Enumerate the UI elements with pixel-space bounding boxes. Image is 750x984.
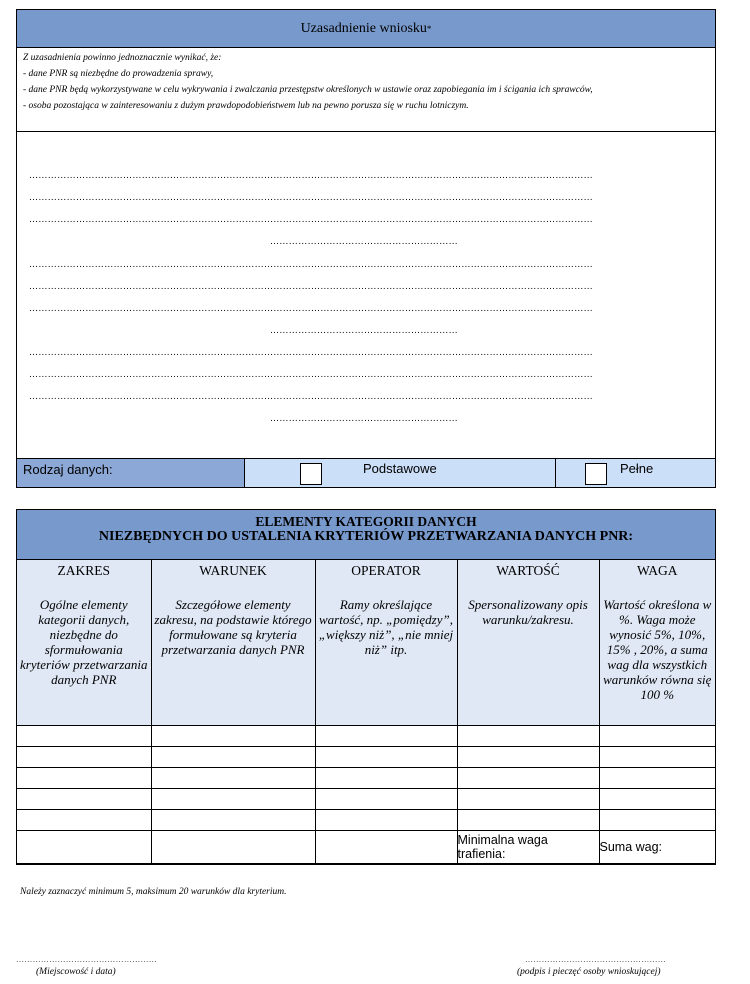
justification-text-area[interactable] [17,132,715,459]
dotted-line: ……………………………………………………………………………………………………………………………………………………………… [29,192,593,202]
table-cell[interactable] [17,768,151,789]
table-row [17,810,715,831]
instruction-line: - dane PNR będą wykorzystywane w celu wykrywania i zwalczania przestępstw określonych w ustawie oraz zapobiegania im i ścigania ich sprawców, [23,85,593,95]
data-type-row [17,459,715,487]
table-cell[interactable] [599,810,715,831]
table-cell[interactable] [17,726,151,747]
summary-row [17,831,715,864]
instruction-line: - dane PNR są niezbędne do prowadzenia sprawy, [23,69,214,79]
dotted-line: ……………………………………………………………………………………………………………………………………………………………… [29,259,593,269]
dotted-line: ……………………………………………………………………………………………………………………………………………………………… [29,369,593,379]
table-cell[interactable] [151,726,315,747]
table-cell[interactable] [599,789,715,810]
data-type-basic-option [245,459,556,487]
column-description: Wartość określona w %. Waga może wynosić 5%, 10%, 15% , 20%, a suma wag dla wszystkich warunków równa się 100 % [603,597,712,702]
data-type-label: Rodzaj danych: [17,459,245,487]
criteria-table [17,560,715,864]
column-header-operator [315,560,457,726]
signature-label: (podpis i pieczęć osoby wnioskującej) [517,967,661,977]
criteria-section [16,509,716,865]
footer-note: Należy zaznaczyć minimum 5, maksimum 20 warunków dla kryterium. [20,887,287,897]
data-type-full-option [556,459,715,487]
column-header-warunek [151,560,315,726]
basic-option-label: Podstawowe [363,461,437,476]
table-cell[interactable] [315,768,457,789]
column-title: WARUNEK [199,563,267,578]
table-cell[interactable] [315,747,457,768]
column-header-wartosc [457,560,599,726]
table-cell[interactable] [457,789,599,810]
min-weight-label: Minimalna waga trafienia: [457,833,548,861]
place-date-line: …………………………………………… [16,955,158,964]
place-date-label: (Miejscowość i data) [36,967,116,977]
dotted-line: ……………………………………………………………………………………………………………………………………………………………… [29,214,593,224]
dotted-line: …………………………………………………… [270,325,458,335]
table-cell[interactable] [151,831,315,864]
table-cell[interactable] [17,831,151,864]
table-row [17,768,715,789]
dotted-line: ……………………………………………………………………………………………………………………………………………………………… [29,391,593,401]
dotted-line: ……………………………………………………………………………………………………………………………………………………………… [29,170,593,180]
table-row [17,726,715,747]
column-title: ZAKRES [57,563,110,578]
justification-instructions [17,48,715,132]
table-cell[interactable] [151,789,315,810]
column-title: WAGA [637,563,678,578]
instruction-line: Z uzasadnienia powinno jednoznacznie wynikać, że: [23,53,222,63]
table-cell[interactable] [151,768,315,789]
table-cell[interactable] [151,810,315,831]
table-row [17,747,715,768]
table-cell[interactable] [17,747,151,768]
column-title: OPERATOR [351,563,421,578]
justification-title [17,10,715,48]
table-cell[interactable] [315,831,457,864]
column-header-zakres [17,560,151,726]
justification-title-text: Uzasadnienie wniosku [300,20,427,36]
table-cell[interactable] [457,726,599,747]
table-cell[interactable] [17,789,151,810]
column-description: Ramy określające wartość, np. „pomiędzy”, „większy niż”, „nie mniej niż” itp. [318,597,454,657]
signature-line: …………………………………………… [525,955,667,964]
dotted-line: …………………………………………………… [270,413,458,423]
justification-section [16,9,716,488]
instruction-line: - osoba pozostająca w zainteresowaniu z dużym prawdopodobieństwem lub na pewno porusza się w ruchu lotniczym. [23,101,469,111]
dotted-line: ……………………………………………………………………………………………………………………………………………………………… [29,303,593,313]
table-cell[interactable] [151,747,315,768]
column-title: WARTOŚĆ [496,563,560,578]
table-cell[interactable] [315,789,457,810]
column-description: Szczegółowe elementy zakresu, na podstawie którego formułowane są kryteria przetwarzania danych PNR [154,597,312,657]
table-cell[interactable] [599,768,715,789]
full-checkbox[interactable] [585,463,607,485]
weight-sum-label: Suma wag: [599,840,663,854]
table-row [17,789,715,810]
table-cell[interactable] [315,726,457,747]
table-cell[interactable] [599,726,715,747]
table-cell[interactable] [599,747,715,768]
full-option-label: Pełne [620,461,654,476]
column-header-waga [599,560,715,726]
table-cell[interactable] [315,810,457,831]
table-cell[interactable] [457,810,599,831]
criteria-title [17,510,715,560]
criteria-title-line2: NIEZBĘDNYCH DO USTALENIA KRYTERIÓW PRZETWARZANIA DANYCH PNR: [98,529,634,544]
table-cell[interactable] [457,768,599,789]
weight-sum-cell[interactable] [599,831,715,864]
column-description: Spersonalizowany opis warunku/zakresu. [468,597,588,627]
min-weight-cell[interactable] [457,831,599,864]
table-cell[interactable] [17,810,151,831]
dotted-line: ……………………………………………………………………………………………………………………………………………………………… [29,347,593,357]
footnote-mark: * [426,23,432,34]
basic-checkbox[interactable] [300,463,322,485]
dotted-line: ……………………………………………………………………………………………………………………………………………………………… [29,281,593,291]
column-description: Ogólne elementy kategorii danych, niezbędne do sformułowania kryteriów przetwarzania danych PNR [20,597,148,687]
dotted-line: …………………………………………………… [270,236,458,246]
table-cell[interactable] [457,747,599,768]
criteria-title-line1: ELEMENTY KATEGORII DANYCH [255,514,477,529]
